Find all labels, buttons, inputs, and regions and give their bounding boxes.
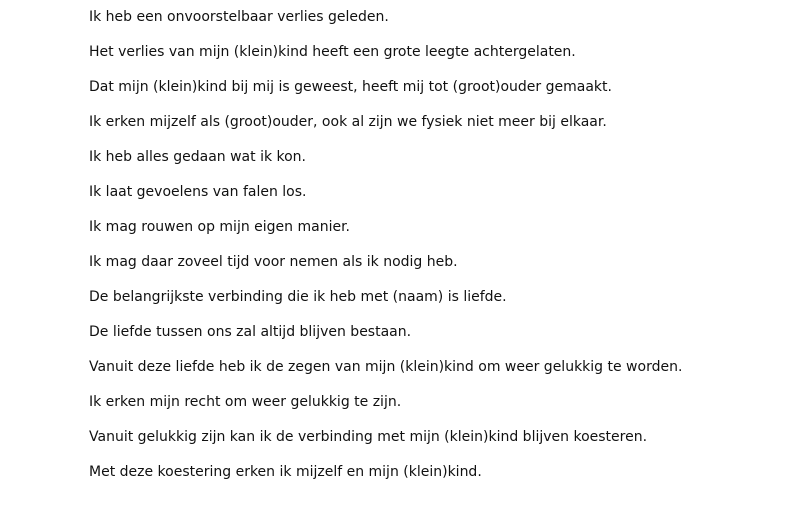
paragraph-8: Ik mag daar zoveel tijd voor nemen als ik nodig heb. (89, 254, 458, 270)
paragraph-14: Met deze koestering erken ik mijzelf en mijn (klein)kind. (89, 464, 482, 480)
paragraph-6: Ik laat gevoelens van falen los. (89, 184, 307, 200)
paragraph-11: Vanuit deze liefde heb ik de zegen van mijn (klein)kind om weer gelukkig te worden. (89, 359, 683, 375)
paragraph-1: Ik heb een onvoorstelbaar verlies geleden. (89, 9, 389, 25)
document-body (89, 7, 729, 497)
paragraph-7: Ik mag rouwen op mijn eigen manier. (89, 219, 350, 235)
paragraph-5: Ik heb alles gedaan wat ik kon. (89, 149, 307, 165)
paragraph-10: De liefde tussen ons zal altijd blijven bestaan. (89, 324, 412, 340)
paragraph-12: Ik erken mijn recht om weer gelukkig te zijn. (89, 394, 402, 410)
paragraph-3: Dat mijn (klein)kind bij mij is geweest, heeft mij tot (groot)ouder gemaakt. (89, 79, 612, 95)
paragraph-4: Ik erken mijzelf als (groot)ouder, ook al zijn we fysiek niet meer bij elkaar. (89, 114, 607, 130)
paragraph-13: Vanuit gelukkig zijn kan ik de verbinding met mijn (klein)kind blijven koesteren. (89, 429, 648, 445)
paragraph-2: Het verlies van mijn (klein)kind heeft een grote leegte achtergelaten. (89, 44, 576, 60)
paragraph-9: De belangrijkste verbinding die ik heb met (naam) is liefde. (89, 289, 507, 305)
